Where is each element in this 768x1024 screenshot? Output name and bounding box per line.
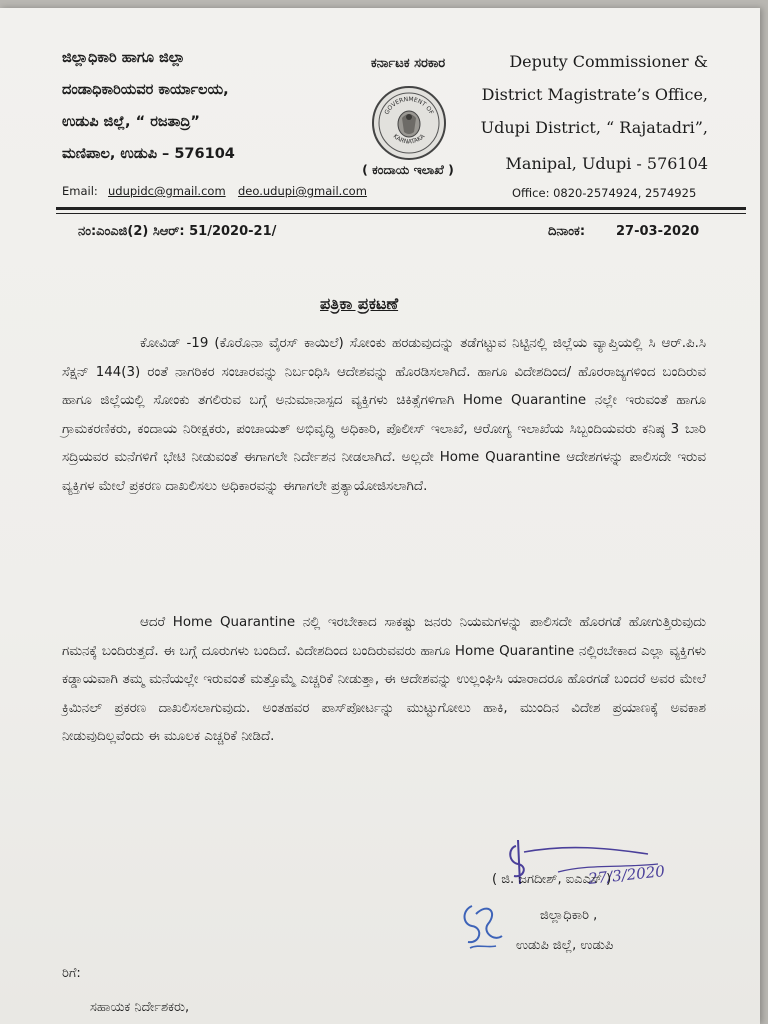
email-link-2[interactable]: deo.udupi@gmail.com xyxy=(238,184,367,198)
kannada-header-line-4: ಮಣಿಪಾಲ, ಉಡುಪಿ – 576104 xyxy=(62,146,235,162)
english-header-line-3: Udupi District, “ Rajatadri”, xyxy=(480,118,708,137)
english-header-line-4: Manipal, Udupi - 576104 xyxy=(505,154,708,173)
reference-number: ನಂ:ಎಂಎಜಿ(2) ಸಿಆರ್: 51/2020-21/ xyxy=(78,224,277,239)
kannada-header-line-1: ಜಿಲ್ಲಾಧಿಕಾರಿ ಹಾಗೂ ಜಿಲ್ಲಾ xyxy=(62,50,185,66)
letter-page xyxy=(0,8,760,1024)
date-value: 27-03-2020 xyxy=(616,224,700,239)
email-link-1[interactable]: udupidc@gmail.com xyxy=(108,184,226,198)
recipient-label: ರಿಗೆ: xyxy=(62,966,81,981)
page-title: ಪತ್ರಿಕಾ ಪ್ರಕಟಣೆ xyxy=(320,294,399,313)
header-divider-thick xyxy=(56,207,746,210)
date-label: ದಿನಾಂಕ: xyxy=(548,224,586,239)
emblem-icon xyxy=(374,88,444,158)
signatory-office: ಉಡುಪಿ ಜಿಲ್ಲೆ, ಉಡುಪಿ xyxy=(516,938,614,953)
seal-top-text: GOVERNMENT OF xyxy=(383,95,435,116)
recipient-first: ಸಹಾಯಕ ನಿರ್ದೇಶಕರು, xyxy=(90,1000,190,1015)
seal-bottom-text: KARNATAKA xyxy=(391,132,427,146)
signatory-name: ( ಜಿ. ಜಗದೀಶ್, ಐಎಎಸ್ ) xyxy=(492,872,612,887)
initials-signature-icon xyxy=(458,898,508,956)
kannada-header-line-3: ಉಡುಪಿ ಜಿಲ್ಲೆ, “ ರಜತಾದ್ರಿ” xyxy=(62,114,200,130)
header-divider-thin xyxy=(56,213,746,214)
english-header-line-1: Deputy Commissioner & xyxy=(509,52,708,71)
handwritten-date: 27/3/2020 xyxy=(587,862,666,888)
english-header-line-2: District Magistrate’s Office, xyxy=(481,85,708,104)
government-seal-icon xyxy=(372,86,446,160)
government-title: ಕರ್ನಾಟಕ ಸರಕಾರ xyxy=(370,56,446,71)
signatory-designation: ಜಿಲ್ಲಾಧಿಕಾರಿ , xyxy=(540,908,598,923)
department-label: ( ಕಂದಾಯ ಇಲಾಖೆ ) xyxy=(362,162,454,177)
email-label: Email: xyxy=(62,184,98,198)
office-phone: Office: 0820-2574924, 2574925 xyxy=(512,186,697,200)
paragraph-2: ಆದರೆ Home Quarantine ನಲ್ಲಿ ಇರಬೇಕಾದ ಸಾಕಷ್ಟು ಜನರು ನಿಯಮಗಳನ್ನು ಪಾಲಿಸದೇ ಹೊರಗಡೆ ಹೋಗುತ್ತಿರುವುದು ಗಮನಕ್ಕೆ ಬಂದಿರುತ್ತದೆ. ಈ ಬಗ್ಗೆ ದೂರುಗಳು ಬಂದಿದೆ. ವಿದೇಶದಿಂದ ಬಂದಿರುವವರು ಹಾಗೂ Home Quarantine ನಲ್ಲಿರಬೇಕಾದ ಎಲ್ಲಾ ವ್ಯಕ್ತಿಗಳು ಕಡ್ಡಾಯವಾಗಿ ತಮ್ಮ ಮನೆಯಲ್ಲೇ ಇರುವಂತೆ ಮತ್ತೊಮ್ಮೆ ಎಚ್ಚರಿಕೆ ನೀಡುತ್ತಾ, ಈ ಆದೇಶವನ್ನು ಉಲ್ಲಂಘಿಸಿ ಯಾರಾದರೂ ಹೊರಗಡೆ ಬಂದರೆ ಅವರ ಮೇಲೆ ಕ್ರಿಮಿನಲ್ ಪ್ರಕರಣ ದಾಖಲಿಸಲಾಗುವುದು. ಅಂತಹವರ ಪಾಸ್‌ಪೋರ್ಟನ್ನು ಮುಟ್ಟುಗೋಲು ಹಾಕಿ, ಮುಂದಿನ ವಿದೇಶ ಪ್ರಯಾಣಕ್ಕೆ ಅವಕಾಶ ನೀಡುವುದಿಲ್ಲವೆಂದು ಈ ಮೂಲಕ ಎಚ್ಚರಿಕೆ ನೀಡಿದೆ. xyxy=(62,615,706,745)
paragraph-1: ಕೋವಿಡ್ -19 (ಕೊರೊನಾ ವೈರಸ್ ಕಾಯಿಲೆ) ಸೋಂಕು ಹರಡುವುದನ್ನು ತಡೆಗಟ್ಟುವ ನಿಟ್ಟಿನಲ್ಲಿ ಜಿಲ್ಲೆಯ ವ್ಯಾಪ್ತಿಯಲ್ಲಿ ಸಿ ಆರ್.ಪಿ.ಸಿ ಸೆಕ್ಷನ್ 144(3) ರಂತೆ ನಾಗರಿಕರ ಸಂಚಾರವನ್ನು ನಿರ್ಬಂಧಿಸಿ ಆದೇಶವನ್ನು ಹೊರಡಿಸಲಾಗಿದೆ. ಹಾಗೂ ವಿದೇಶದಿಂದ/ ಹೊರರಾಜ್ಯಗಳಿಂದ ಬಂದಿರುವ ಹಾಗೂ ಜಿಲ್ಲೆಯಲ್ಲಿ ಸೋಂಕು ತಗಲಿರುವ ಬಗ್ಗೆ ಅನುಮಾನಾಸ್ಪದ ವ್ಯಕ್ತಿಗಳು ಚಿಕಿತ್ಸೆಗಳಿಗಾಗಿ Home Quarantine ನಲ್ಲೇ ಇರುವಂತೆ ಹಾಗೂ ಗ್ರಾಮಕರಣಿಕರು, ಕಂದಾಯ ನಿರೀಕ್ಷಕರು, ಪಂಚಾಯತ್ ಅಭಿವೃದ್ಧಿ ಅಧಿಕಾರಿ, ಪೊಲೀಸ್ ಇಲಾಖೆ, ಆರೋಗ್ಯ ಇಲಾಖೆಯ ಸಿಬ್ಬಂದಿಯವರು ಕನಿಷ್ಠ 3 ಬಾರಿ ಸದ್ರಿಯವರ ಮನೆಗಳಿಗೆ ಭೇಟಿ ನೀಡುವಂತೆ ಈಗಾಗಲೇ ನಿರ್ದೇಶನ ನೀಡಲಾಗಿದೆ. ಅಲ್ಲದೇ Home Quarantine ಆದೇಶಗಳನ್ನು ಪಾಲಿಸದೇ ಇರುವ ವ್ಯಕ್ತಿಗಳ ಮೇಲೆ ಪ್ರಕರಣ ದಾಖಲಿಸಲು ಅಧಿಕಾರವನ್ನು ಈಗಾಗಲೇ ಪ್ರತ್ಯಾಯೋಜಿಸಲಾಗಿದೆ. xyxy=(62,336,706,494)
kannada-header-line-2: ದಂಡಾಧಿಕಾರಿಯವರ ಕಾರ್ಯಾಲಯ, xyxy=(62,82,229,98)
